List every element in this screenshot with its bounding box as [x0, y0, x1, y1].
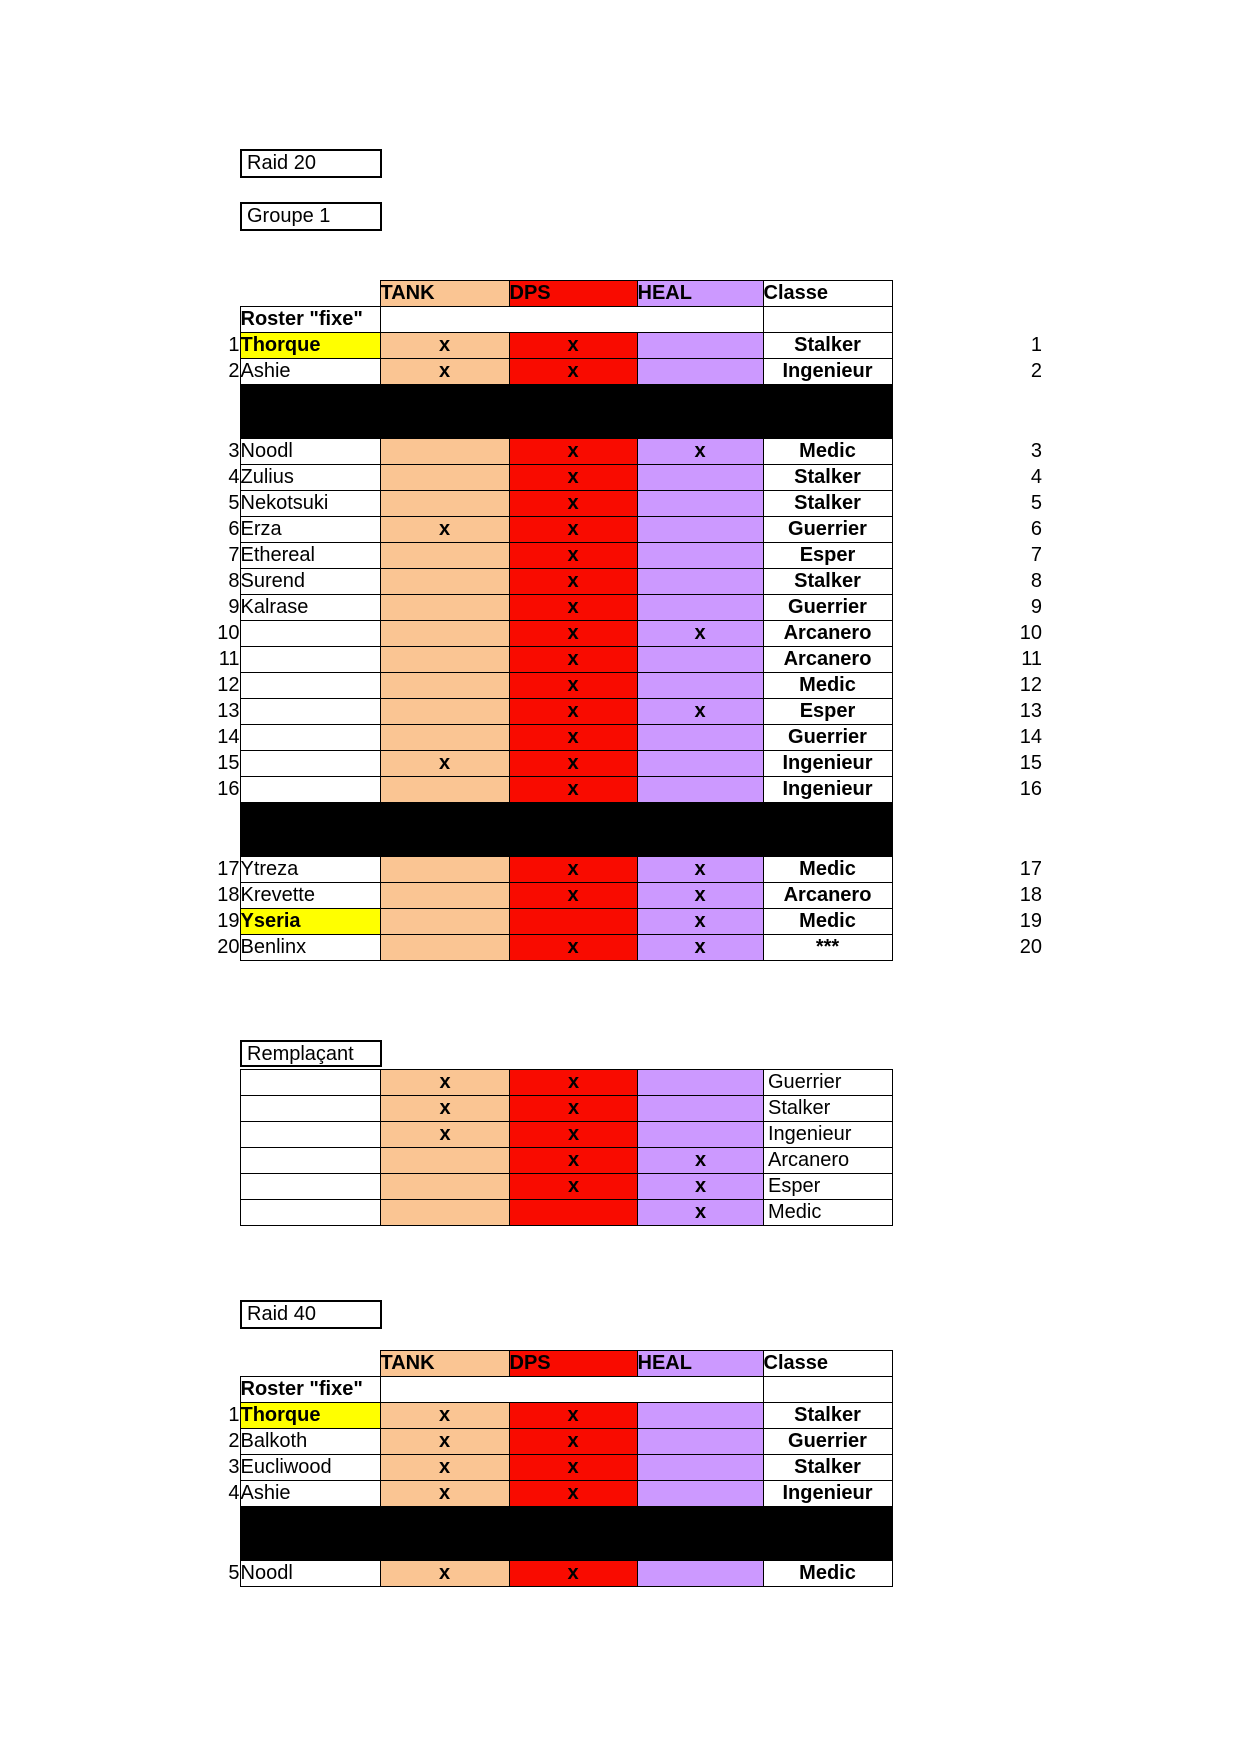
raid40-roster-table — [202, 1350, 893, 1587]
dps-cell: x — [509, 777, 637, 803]
player-name-cell — [240, 777, 380, 803]
tank-cell: x — [381, 1122, 510, 1148]
tank-cell — [380, 569, 509, 595]
classe-cell: Esper — [763, 543, 892, 569]
row-number-right: 8 — [1030, 570, 1042, 592]
heal-cell — [637, 751, 763, 777]
classe-cell: Stalker — [764, 1096, 893, 1122]
dps-cell: x — [509, 621, 637, 647]
dps-cell: x — [509, 1481, 637, 1507]
heal-cell — [637, 517, 763, 543]
tank-cell — [380, 465, 509, 491]
row-number-left: 8 — [228, 570, 240, 592]
row-number-left: 4 — [228, 466, 240, 488]
dps-cell: x — [509, 517, 637, 543]
dps-cell: x — [510, 1096, 638, 1122]
tank-cell — [380, 935, 509, 961]
row-number-left — [202, 803, 240, 857]
row-number-right: 4 — [1030, 466, 1042, 488]
gap-spacer — [892, 595, 995, 621]
tank-cell — [380, 699, 509, 725]
player-name-cell: Erza — [240, 517, 380, 543]
row-number-right: 7 — [1030, 544, 1042, 566]
gap-spacer — [892, 333, 995, 359]
gap-spacer — [892, 725, 995, 751]
heal-cell — [637, 595, 763, 621]
tank-cell: x — [381, 1096, 510, 1122]
player-row — [202, 359, 1042, 385]
dps-cell: x — [509, 569, 637, 595]
player-row — [202, 673, 1042, 699]
row-number — [995, 281, 1042, 307]
player-name-cell: Nekotsuki — [240, 491, 380, 517]
player-row — [202, 465, 1042, 491]
heal-cell: x — [637, 439, 763, 465]
row-number-left: 10 — [217, 622, 240, 644]
dps-cell: x — [509, 1403, 637, 1429]
heal-column-header: HEAL — [637, 281, 763, 307]
row-number-right: 13 — [1019, 700, 1042, 722]
tank-cell — [381, 1174, 510, 1200]
player-row — [202, 333, 1042, 359]
roster-empty-cell — [380, 1377, 763, 1403]
roster-fixe-cell: Roster "fixe" — [240, 307, 380, 333]
row-number-right: 1 — [1030, 334, 1042, 356]
row-number-right — [995, 385, 1042, 439]
row-number — [202, 281, 240, 307]
player-name-cell: Eucliwood — [240, 1455, 380, 1481]
separator-row — [202, 803, 1042, 857]
heal-cell: x — [637, 909, 763, 935]
gap-spacer — [892, 281, 995, 307]
gap-spacer — [892, 517, 995, 543]
heal-cell — [637, 777, 763, 803]
remplacant-label-box: Remplaçant — [240, 1040, 382, 1067]
player-row — [202, 595, 1042, 621]
player-row — [202, 1429, 892, 1455]
heal-cell — [638, 1070, 764, 1096]
heal-cell — [637, 543, 763, 569]
row-number-right: 18 — [1019, 884, 1042, 906]
player-name-cell — [241, 1096, 381, 1122]
heal-column-header: HEAL — [637, 1351, 763, 1377]
gap-spacer — [892, 359, 995, 385]
roster-fixe-row — [202, 1377, 892, 1403]
separator-band — [240, 385, 892, 439]
row-number-left: 3 — [228, 1456, 240, 1478]
classe-cell: Medic — [763, 857, 892, 883]
player-name-cell: Ethereal — [240, 543, 380, 569]
tank-cell — [380, 777, 509, 803]
dps-cell: x — [509, 725, 637, 751]
separator-band — [240, 1507, 892, 1561]
dps-cell: x — [510, 1122, 638, 1148]
raid40-label-box: Raid 40 — [240, 1300, 382, 1329]
dps-cell: x — [509, 439, 637, 465]
player-name-cell: Ashie — [240, 1481, 380, 1507]
classe-empty-cell — [763, 1377, 892, 1403]
header-spacer — [240, 1351, 380, 1377]
row-number — [202, 1351, 240, 1377]
row-number-left: 11 — [218, 648, 240, 670]
gap-spacer — [892, 699, 995, 725]
player-name-cell — [240, 699, 380, 725]
tank-cell: x — [380, 1403, 509, 1429]
player-name-cell — [241, 1070, 381, 1096]
classe-cell: Ingenieur — [763, 359, 892, 385]
row-number-left — [202, 1507, 240, 1561]
separator-row — [202, 385, 1042, 439]
dps-cell: x — [509, 883, 637, 909]
dps-cell: x — [509, 359, 637, 385]
classe-cell: Stalker — [763, 569, 892, 595]
classe-cell: Arcanero — [763, 883, 892, 909]
tank-cell — [380, 543, 509, 569]
heal-cell — [637, 673, 763, 699]
tank-cell: x — [380, 1561, 509, 1587]
heal-cell: x — [637, 857, 763, 883]
tank-cell — [380, 725, 509, 751]
row-number-right: 17 — [1019, 858, 1042, 880]
player-row — [202, 935, 1042, 961]
heal-cell — [637, 1403, 763, 1429]
gap-spacer — [892, 935, 995, 961]
heal-cell: x — [638, 1174, 764, 1200]
dps-cell: x — [509, 491, 637, 517]
row-number-left: 14 — [217, 726, 240, 748]
classe-cell: Guerrier — [764, 1070, 893, 1096]
gap-spacer — [892, 751, 995, 777]
tank-cell: x — [380, 1455, 509, 1481]
tank-cell — [380, 621, 509, 647]
remplacant-table — [240, 1069, 893, 1226]
row-number-left: 5 — [228, 1562, 240, 1584]
dps-cell: x — [509, 673, 637, 699]
heal-cell — [637, 1429, 763, 1455]
player-name-cell: Krevette — [240, 883, 380, 909]
column-header-row — [202, 1351, 892, 1377]
row-number-left: 7 — [228, 544, 240, 566]
tank-column-header: TANK — [380, 1351, 509, 1377]
gap-spacer — [892, 385, 995, 439]
player-name-cell — [240, 647, 380, 673]
heal-cell — [638, 1122, 764, 1148]
player-row — [202, 1561, 892, 1587]
player-name-cell: Ashie — [240, 359, 380, 385]
row-number — [202, 1377, 240, 1403]
row-number-left: 20 — [217, 936, 240, 958]
classe-cell: Esper — [764, 1174, 893, 1200]
classe-cell: Guerrier — [763, 517, 892, 543]
tank-cell: x — [380, 1429, 509, 1455]
row-number-right: 15 — [1019, 752, 1042, 774]
row-number-left: 19 — [217, 910, 240, 932]
groupe1-label-box: Groupe 1 — [240, 202, 382, 231]
player-row — [202, 491, 1042, 517]
classe-cell: Medic — [763, 1561, 892, 1587]
heal-cell — [637, 647, 763, 673]
row-number-right: 11 — [1021, 648, 1042, 670]
player-name-cell — [241, 1148, 381, 1174]
player-row — [202, 725, 1042, 751]
player-row — [202, 1481, 892, 1507]
player-row — [241, 1148, 893, 1174]
player-name-cell: Surend — [240, 569, 380, 595]
tank-cell: x — [380, 359, 509, 385]
row-number-right: 16 — [1019, 778, 1042, 800]
player-row — [241, 1200, 893, 1226]
player-name-cell: Balkoth — [240, 1429, 380, 1455]
player-row — [202, 439, 1042, 465]
gap-spacer — [892, 491, 995, 517]
row-number-left: 1 — [228, 1404, 240, 1426]
player-name-cell: Noodl — [240, 1561, 380, 1587]
row-number-right: 6 — [1030, 518, 1042, 540]
classe-cell: Ingenieur — [763, 1481, 892, 1507]
heal-cell — [637, 491, 763, 517]
player-name-cell: Thorque — [240, 1403, 380, 1429]
heal-cell — [637, 333, 763, 359]
tank-column-header: TANK — [380, 281, 509, 307]
separator-row — [202, 1507, 892, 1561]
classe-empty-cell — [763, 307, 892, 333]
heal-cell — [637, 725, 763, 751]
tank-cell — [380, 857, 509, 883]
row-number-right: 9 — [1030, 596, 1042, 618]
player-row — [202, 517, 1042, 543]
classe-cell: Esper — [763, 699, 892, 725]
player-name-cell — [240, 751, 380, 777]
player-row — [202, 1403, 892, 1429]
dps-cell: x — [509, 857, 637, 883]
player-name-cell — [241, 1200, 381, 1226]
heal-cell: x — [637, 699, 763, 725]
tank-cell — [381, 1200, 510, 1226]
classe-cell: Ingenieur — [764, 1122, 893, 1148]
player-row — [202, 909, 1042, 935]
player-row — [202, 621, 1042, 647]
roster-fixe-cell: Roster "fixe" — [240, 1377, 380, 1403]
row-number-left: 2 — [228, 360, 240, 382]
gap-spacer — [892, 883, 995, 909]
tank-cell — [380, 439, 509, 465]
dps-cell: x — [509, 647, 637, 673]
heal-cell — [637, 1561, 763, 1587]
classe-cell: *** — [763, 935, 892, 961]
dps-cell — [509, 909, 637, 935]
tank-cell — [380, 883, 509, 909]
player-row — [241, 1122, 893, 1148]
dps-cell: x — [509, 751, 637, 777]
player-row — [202, 699, 1042, 725]
player-row — [202, 857, 1042, 883]
heal-cell — [637, 1481, 763, 1507]
classe-cell: Guerrier — [763, 725, 892, 751]
player-row — [241, 1096, 893, 1122]
classe-column-header: Classe — [763, 281, 892, 307]
tank-cell — [381, 1148, 510, 1174]
classe-cell: Stalker — [763, 1403, 892, 1429]
dps-cell: x — [509, 1561, 637, 1587]
dps-cell: x — [509, 465, 637, 491]
heal-cell: x — [637, 621, 763, 647]
gap-spacer — [892, 673, 995, 699]
heal-cell: x — [638, 1200, 764, 1226]
player-name-cell — [240, 621, 380, 647]
row-number-left: 9 — [228, 596, 240, 618]
dps-column-header: DPS — [509, 1351, 637, 1377]
player-name-cell — [241, 1174, 381, 1200]
player-name-cell — [241, 1122, 381, 1148]
row-number-right: 20 — [1019, 936, 1042, 958]
row-number-left: 1 — [228, 334, 240, 356]
classe-cell: Guerrier — [763, 1429, 892, 1455]
classe-cell: Arcanero — [764, 1148, 893, 1174]
gap-spacer — [892, 647, 995, 673]
dps-cell: x — [510, 1070, 638, 1096]
heal-cell — [637, 359, 763, 385]
row-number-right: 3 — [1030, 440, 1042, 462]
row-number — [995, 307, 1042, 333]
raid20-roster-table — [202, 280, 1043, 961]
heal-cell: x — [637, 883, 763, 909]
row-number-left: 12 — [217, 674, 240, 696]
row-number-left: 16 — [217, 778, 240, 800]
tank-cell — [380, 909, 509, 935]
row-number-left: 15 — [217, 752, 240, 774]
roster-fixe-row — [202, 307, 1042, 333]
heal-cell — [638, 1096, 764, 1122]
row-number-left: 6 — [228, 518, 240, 540]
column-header-row — [202, 281, 1042, 307]
row-number-right: 5 — [1030, 492, 1042, 514]
classe-cell: Stalker — [763, 465, 892, 491]
row-number-left — [202, 385, 240, 439]
tank-cell — [380, 673, 509, 699]
tank-cell — [380, 647, 509, 673]
gap-spacer — [892, 307, 995, 333]
player-row — [202, 1455, 892, 1481]
gap-spacer — [892, 439, 995, 465]
gap-spacer — [892, 465, 995, 491]
tank-cell: x — [380, 517, 509, 543]
row-number-left: 13 — [217, 700, 240, 722]
classe-cell: Arcanero — [763, 621, 892, 647]
classe-cell: Medic — [763, 439, 892, 465]
row-number — [202, 307, 240, 333]
dps-cell: x — [509, 935, 637, 961]
player-name-cell — [240, 673, 380, 699]
player-row — [202, 777, 1042, 803]
row-number-right: 19 — [1019, 910, 1042, 932]
row-number-left: 4 — [228, 1482, 240, 1504]
player-row — [202, 883, 1042, 909]
separator-band — [240, 803, 892, 857]
player-name-cell: Benlinx — [240, 935, 380, 961]
heal-cell — [637, 1455, 763, 1481]
gap-spacer — [892, 857, 995, 883]
player-name-cell: Yseria — [240, 909, 380, 935]
gap-spacer — [892, 909, 995, 935]
dps-cell: x — [509, 1455, 637, 1481]
dps-cell: x — [509, 595, 637, 621]
tank-cell: x — [380, 1481, 509, 1507]
player-row — [202, 569, 1042, 595]
dps-cell: x — [509, 543, 637, 569]
row-number-right — [995, 803, 1042, 857]
classe-cell: Stalker — [763, 491, 892, 517]
row-number-left: 18 — [217, 884, 240, 906]
dps-cell — [510, 1200, 638, 1226]
row-number-left: 2 — [228, 1430, 240, 1452]
player-row — [202, 751, 1042, 777]
gap-spacer — [892, 803, 995, 857]
row-number-right: 2 — [1030, 360, 1042, 382]
heal-cell — [637, 569, 763, 595]
player-name-cell: Noodl — [240, 439, 380, 465]
gap-spacer — [892, 621, 995, 647]
tank-cell: x — [380, 751, 509, 777]
classe-cell: Arcanero — [763, 647, 892, 673]
row-number-left: 3 — [228, 440, 240, 462]
classe-cell: Stalker — [763, 333, 892, 359]
tank-cell — [380, 491, 509, 517]
player-name-cell — [240, 725, 380, 751]
classe-cell: Medic — [763, 673, 892, 699]
heal-cell: x — [638, 1148, 764, 1174]
player-name-cell: Zulius — [240, 465, 380, 491]
classe-cell: Medic — [763, 909, 892, 935]
row-number-left: 17 — [217, 858, 240, 880]
roster-empty-cell — [380, 307, 763, 333]
classe-cell: Ingenieur — [763, 777, 892, 803]
player-row — [241, 1070, 893, 1096]
raid20-label-box: Raid 20 — [240, 149, 382, 178]
row-number-right: 10 — [1019, 622, 1042, 644]
classe-cell: Ingenieur — [763, 751, 892, 777]
player-row — [202, 647, 1042, 673]
gap-spacer — [892, 569, 995, 595]
player-row — [202, 543, 1042, 569]
row-number-right: 14 — [1019, 726, 1042, 748]
dps-column-header: DPS — [509, 281, 637, 307]
tank-cell: x — [380, 333, 509, 359]
dps-cell: x — [509, 333, 637, 359]
dps-cell: x — [509, 699, 637, 725]
player-name-cell: Ytreza — [240, 857, 380, 883]
player-name-cell: Kalrase — [240, 595, 380, 621]
heal-cell — [637, 465, 763, 491]
row-number-right: 12 — [1019, 674, 1042, 696]
gap-spacer — [892, 777, 995, 803]
dps-cell: x — [509, 1429, 637, 1455]
player-row — [241, 1174, 893, 1200]
dps-cell: x — [510, 1174, 638, 1200]
classe-cell: Stalker — [763, 1455, 892, 1481]
classe-column-header: Classe — [763, 1351, 892, 1377]
gap-spacer — [892, 543, 995, 569]
tank-cell — [380, 595, 509, 621]
classe-cell: Guerrier — [763, 595, 892, 621]
header-spacer — [240, 281, 380, 307]
row-number-left: 5 — [228, 492, 240, 514]
classe-cell: Medic — [764, 1200, 893, 1226]
player-name-cell: Thorque — [240, 333, 380, 359]
tank-cell: x — [381, 1070, 510, 1096]
heal-cell: x — [637, 935, 763, 961]
dps-cell: x — [510, 1148, 638, 1174]
